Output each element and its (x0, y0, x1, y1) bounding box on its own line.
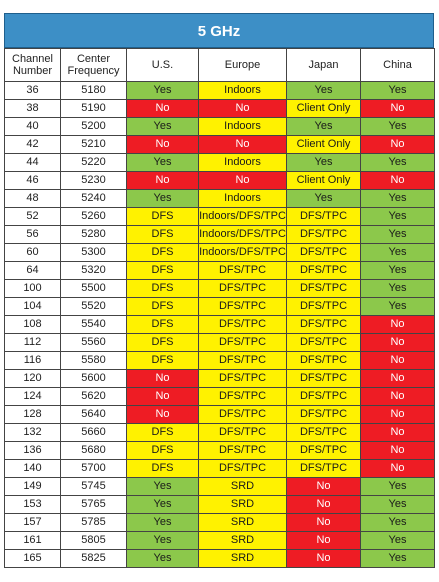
cell-japan: Client Only (287, 136, 361, 154)
cell-china: Yes (361, 298, 435, 316)
cell-japan: DFS/TPC (287, 280, 361, 298)
table-row (5, 496, 435, 514)
table-row (5, 298, 435, 316)
table-row (5, 514, 435, 532)
cell-channel-number: 120 (5, 370, 61, 388)
cell-us: Yes (127, 514, 199, 532)
table-row (5, 406, 435, 424)
cell-us: DFS (127, 244, 199, 262)
cell-china: No (361, 424, 435, 442)
cell-europe: No (199, 100, 287, 118)
cell-us: Yes (127, 154, 199, 172)
cell-channel-number: 161 (5, 532, 61, 550)
cell-europe: Indoors/DFS/TPC (199, 244, 287, 262)
cell-us: Yes (127, 532, 199, 550)
cell-channel-number: 136 (5, 442, 61, 460)
cell-japan: DFS/TPC (287, 244, 361, 262)
table-row (5, 442, 435, 460)
cell-center-frequency: 5540 (61, 316, 127, 334)
cell-us: DFS (127, 316, 199, 334)
table-row (5, 244, 435, 262)
cell-channel-number: 165 (5, 550, 61, 568)
header-us: U.S. (127, 49, 199, 82)
channel-table (4, 48, 435, 568)
cell-channel-number: 36 (5, 82, 61, 100)
cell-channel-number: 132 (5, 424, 61, 442)
table-row (5, 388, 435, 406)
cell-center-frequency: 5240 (61, 190, 127, 208)
cell-channel-number: 48 (5, 190, 61, 208)
cell-japan: DFS/TPC (287, 262, 361, 280)
cell-center-frequency: 5190 (61, 100, 127, 118)
cell-center-frequency: 5260 (61, 208, 127, 226)
cell-japan: DFS/TPC (287, 208, 361, 226)
table-row (5, 208, 435, 226)
cell-japan: No (287, 496, 361, 514)
cell-channel-number: 100 (5, 280, 61, 298)
cell-china: Yes (361, 190, 435, 208)
cell-center-frequency: 5180 (61, 82, 127, 100)
table-row (5, 190, 435, 208)
cell-europe: Indoors/DFS/TPC (199, 226, 287, 244)
cell-europe: DFS/TPC (199, 442, 287, 460)
cell-japan: DFS/TPC (287, 352, 361, 370)
cell-us: DFS (127, 334, 199, 352)
cell-europe: DFS/TPC (199, 424, 287, 442)
header-europe: Europe (199, 49, 287, 82)
cell-japan: No (287, 532, 361, 550)
cell-europe: DFS/TPC (199, 334, 287, 352)
table-row (5, 280, 435, 298)
cell-channel-number: 149 (5, 478, 61, 496)
cell-china: No (361, 316, 435, 334)
table-row (5, 82, 435, 100)
cell-china: Yes (361, 244, 435, 262)
cell-china: Yes (361, 496, 435, 514)
cell-center-frequency: 5825 (61, 550, 127, 568)
cell-europe: DFS/TPC (199, 388, 287, 406)
cell-europe: Indoors (199, 82, 287, 100)
cell-us: Yes (127, 550, 199, 568)
cell-channel-number: 124 (5, 388, 61, 406)
cell-us: DFS (127, 424, 199, 442)
cell-japan: DFS/TPC (287, 388, 361, 406)
cell-us: DFS (127, 226, 199, 244)
cell-china: Yes (361, 478, 435, 496)
cell-channel-number: 64 (5, 262, 61, 280)
cell-center-frequency: 5745 (61, 478, 127, 496)
cell-japan: DFS/TPC (287, 424, 361, 442)
table-title: 5 GHz (4, 13, 434, 48)
cell-channel-number: 157 (5, 514, 61, 532)
cell-japan: DFS/TPC (287, 370, 361, 388)
header-row (5, 49, 435, 82)
cell-china: No (361, 370, 435, 388)
cell-europe: DFS/TPC (199, 460, 287, 478)
cell-japan: No (287, 478, 361, 496)
cell-us: DFS (127, 352, 199, 370)
cell-japan: Client Only (287, 100, 361, 118)
cell-china: Yes (361, 118, 435, 136)
table-row (5, 172, 435, 190)
cell-us: No (127, 388, 199, 406)
cell-china: Yes (361, 532, 435, 550)
table-row (5, 154, 435, 172)
header-center-frequency: Center Frequency (61, 49, 127, 82)
cell-europe: DFS/TPC (199, 280, 287, 298)
cell-us: No (127, 406, 199, 424)
header-china: China (361, 49, 435, 82)
cell-center-frequency: 5560 (61, 334, 127, 352)
cell-us: Yes (127, 82, 199, 100)
cell-china: Yes (361, 550, 435, 568)
channel-table-container (4, 13, 434, 568)
cell-us: No (127, 370, 199, 388)
table-row (5, 370, 435, 388)
cell-europe: SRD (199, 514, 287, 532)
table-row (5, 550, 435, 568)
cell-channel-number: 46 (5, 172, 61, 190)
cell-china: Yes (361, 514, 435, 532)
cell-us: DFS (127, 280, 199, 298)
cell-china: No (361, 460, 435, 478)
cell-channel-number: 44 (5, 154, 61, 172)
cell-japan: Yes (287, 118, 361, 136)
cell-europe: SRD (199, 532, 287, 550)
cell-us: Yes (127, 190, 199, 208)
cell-us: DFS (127, 262, 199, 280)
cell-channel-number: 128 (5, 406, 61, 424)
cell-japan: No (287, 550, 361, 568)
cell-center-frequency: 5805 (61, 532, 127, 550)
cell-europe: No (199, 172, 287, 190)
cell-china: Yes (361, 154, 435, 172)
cell-center-frequency: 5580 (61, 352, 127, 370)
cell-europe: Indoors/DFS/TPC (199, 208, 287, 226)
table-body (5, 82, 435, 568)
cell-channel-number: 104 (5, 298, 61, 316)
cell-center-frequency: 5300 (61, 244, 127, 262)
cell-center-frequency: 5500 (61, 280, 127, 298)
cell-center-frequency: 5785 (61, 514, 127, 532)
cell-channel-number: 38 (5, 100, 61, 118)
cell-europe: DFS/TPC (199, 352, 287, 370)
cell-us: No (127, 172, 199, 190)
cell-china: No (361, 352, 435, 370)
cell-center-frequency: 5520 (61, 298, 127, 316)
cell-japan: Client Only (287, 172, 361, 190)
cell-center-frequency: 5640 (61, 406, 127, 424)
cell-europe: SRD (199, 478, 287, 496)
table-row (5, 226, 435, 244)
header-channel-number: Channel Number (5, 49, 61, 82)
cell-europe: DFS/TPC (199, 406, 287, 424)
table-row (5, 136, 435, 154)
cell-japan: DFS/TPC (287, 334, 361, 352)
table-row (5, 316, 435, 334)
table-row (5, 118, 435, 136)
cell-europe: DFS/TPC (199, 262, 287, 280)
cell-japan: DFS/TPC (287, 406, 361, 424)
cell-channel-number: 108 (5, 316, 61, 334)
cell-channel-number: 112 (5, 334, 61, 352)
cell-china: Yes (361, 226, 435, 244)
cell-china: No (361, 172, 435, 190)
cell-center-frequency: 5200 (61, 118, 127, 136)
cell-us: DFS (127, 298, 199, 316)
cell-japan: DFS/TPC (287, 298, 361, 316)
cell-china: Yes (361, 262, 435, 280)
cell-channel-number: 60 (5, 244, 61, 262)
cell-china: No (361, 406, 435, 424)
cell-japan: Yes (287, 82, 361, 100)
cell-europe: DFS/TPC (199, 370, 287, 388)
cell-japan: DFS/TPC (287, 460, 361, 478)
cell-europe: SRD (199, 550, 287, 568)
cell-channel-number: 140 (5, 460, 61, 478)
cell-center-frequency: 5765 (61, 496, 127, 514)
cell-japan: DFS/TPC (287, 316, 361, 334)
cell-europe: Indoors (199, 154, 287, 172)
cell-us: No (127, 136, 199, 154)
cell-center-frequency: 5620 (61, 388, 127, 406)
cell-china: No (361, 100, 435, 118)
cell-japan: No (287, 514, 361, 532)
cell-china: No (361, 334, 435, 352)
cell-europe: SRD (199, 496, 287, 514)
cell-us: DFS (127, 442, 199, 460)
cell-center-frequency: 5210 (61, 136, 127, 154)
cell-channel-number: 56 (5, 226, 61, 244)
cell-channel-number: 52 (5, 208, 61, 226)
table-row (5, 424, 435, 442)
table-row (5, 460, 435, 478)
cell-us: Yes (127, 118, 199, 136)
cell-europe: DFS/TPC (199, 316, 287, 334)
cell-channel-number: 116 (5, 352, 61, 370)
cell-europe: No (199, 136, 287, 154)
cell-center-frequency: 5230 (61, 172, 127, 190)
header-japan: Japan (287, 49, 361, 82)
cell-europe: DFS/TPC (199, 298, 287, 316)
cell-center-frequency: 5220 (61, 154, 127, 172)
cell-channel-number: 42 (5, 136, 61, 154)
cell-center-frequency: 5660 (61, 424, 127, 442)
cell-us: DFS (127, 460, 199, 478)
cell-us: DFS (127, 208, 199, 226)
cell-channel-number: 153 (5, 496, 61, 514)
cell-china: No (361, 136, 435, 154)
cell-us: Yes (127, 496, 199, 514)
cell-us: No (127, 100, 199, 118)
table-row (5, 100, 435, 118)
cell-us: Yes (127, 478, 199, 496)
cell-center-frequency: 5700 (61, 460, 127, 478)
cell-japan: DFS/TPC (287, 442, 361, 460)
cell-japan: DFS/TPC (287, 226, 361, 244)
cell-center-frequency: 5280 (61, 226, 127, 244)
cell-china: Yes (361, 208, 435, 226)
cell-china: No (361, 442, 435, 460)
cell-center-frequency: 5600 (61, 370, 127, 388)
cell-japan: Yes (287, 190, 361, 208)
table-row (5, 532, 435, 550)
cell-channel-number: 40 (5, 118, 61, 136)
cell-europe: Indoors (199, 190, 287, 208)
table-row (5, 334, 435, 352)
cell-china: No (361, 388, 435, 406)
cell-china: Yes (361, 280, 435, 298)
cell-japan: Yes (287, 154, 361, 172)
cell-china: Yes (361, 82, 435, 100)
table-row (5, 352, 435, 370)
cell-center-frequency: 5680 (61, 442, 127, 460)
table-row (5, 478, 435, 496)
table-row (5, 262, 435, 280)
cell-center-frequency: 5320 (61, 262, 127, 280)
cell-europe: Indoors (199, 118, 287, 136)
